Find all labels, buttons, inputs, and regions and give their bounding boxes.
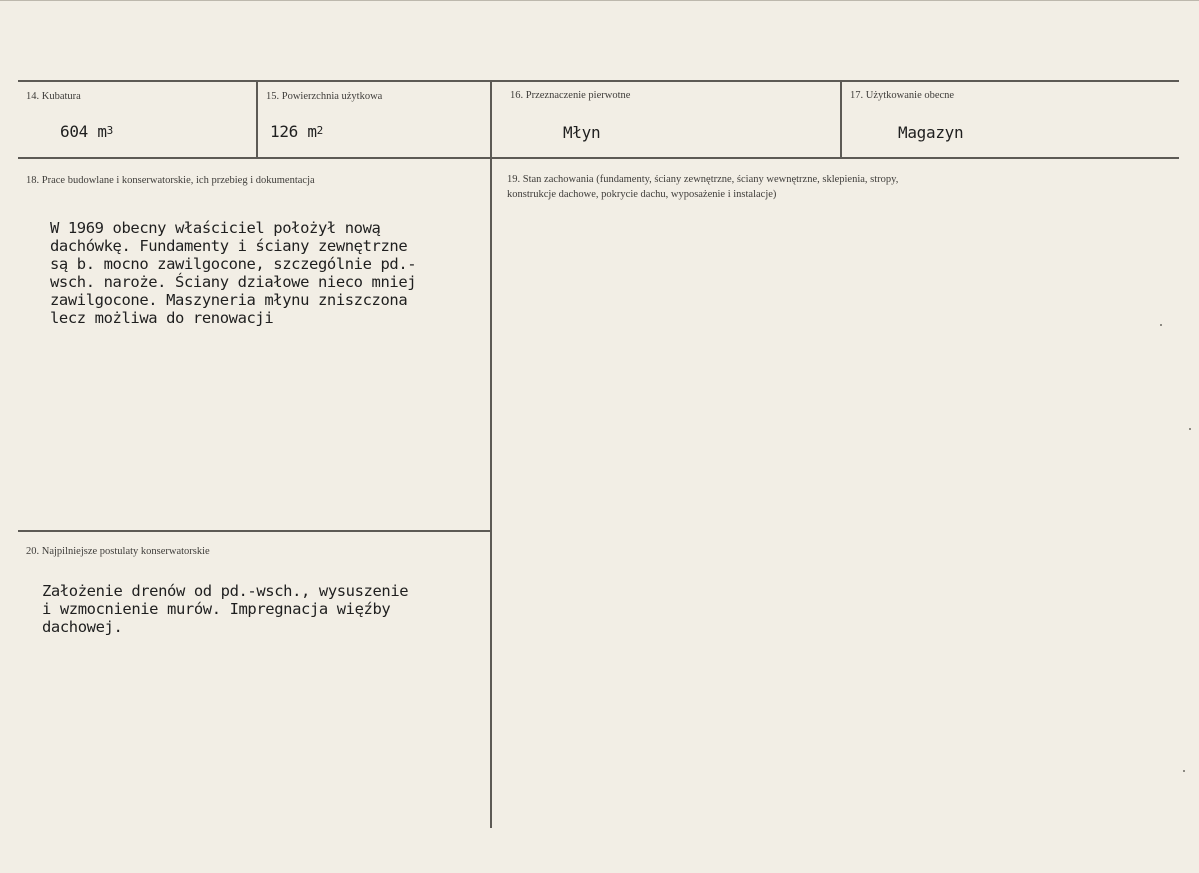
prace-line: lecz możliwa do renowacji xyxy=(50,309,274,327)
przeznaczenie-label: 16. Przeznaczenie pierwotne xyxy=(510,90,631,101)
przeznaczenie-value: Młyn xyxy=(563,123,601,142)
section20-top-rule xyxy=(18,530,490,532)
divider-16-17 xyxy=(840,81,842,159)
uzytkowanie-value: Magazyn xyxy=(898,123,964,142)
stan-label xyxy=(507,172,898,202)
card-top-edge xyxy=(0,0,1199,1)
top-rule xyxy=(18,80,1179,82)
prace-line: są b. mocno zawilgocone, szczególnie pd.- xyxy=(50,255,417,273)
powierzchnia-unit-exponent: 2 xyxy=(316,124,323,137)
paper-speck xyxy=(1160,324,1162,326)
prace-label: 18. Prace budowlane i konserwatorskie, ich przebieg i dokumentacja xyxy=(26,175,315,186)
postulaty-line: Założenie drenów od pd.-wsch., wysuszenie xyxy=(42,582,409,600)
kubatura-value: 604 $m^3$ xyxy=(60,122,113,141)
kubatura-label: 14. Kubatura xyxy=(26,91,81,102)
kubatura-unit-exponent: 3 xyxy=(106,124,113,137)
powierzchnia-value: 126 $m^2$ xyxy=(270,122,323,141)
prace-line: W 1969 obecny właściciel położył nową xyxy=(50,219,381,237)
powierzchnia-label: 15. Powierzchnia użytkowa xyxy=(266,91,383,102)
uzytkowanie-label: 17. Użytkowanie obecne xyxy=(850,90,955,101)
divider-main xyxy=(490,81,492,828)
row1-bottom-rule xyxy=(18,157,1179,159)
postulaty-text xyxy=(42,582,408,636)
paper-speck xyxy=(1189,428,1191,430)
divider-14-15 xyxy=(256,81,258,159)
stan-label-line: konstrukcje dachowe, pokrycie dachu, wyposażenie i instalacje) xyxy=(507,189,777,200)
paper-speck xyxy=(1183,770,1185,772)
prace-text xyxy=(50,219,416,327)
prace-line: zawilgocone. Maszyneria młynu zniszczona xyxy=(50,291,408,309)
prace-line: wsch. naroże. Ściany działowe nieco mniej xyxy=(50,273,417,291)
postulaty-line: dachowej. xyxy=(42,618,123,636)
stan-label-line: 19. Stan zachowania (fundamenty, ściany zewnętrzne, ściany wewnętrzne, sklepienia, stropy, xyxy=(507,174,899,185)
postulaty-line: i wzmocnienie murów. Impregnacja więźby xyxy=(42,600,391,618)
prace-line: dachówkę. Fundamenty i ściany zewnętrzne xyxy=(50,237,408,255)
postulaty-label: 20. Najpilniejsze postulaty konserwatorskie xyxy=(26,546,210,557)
